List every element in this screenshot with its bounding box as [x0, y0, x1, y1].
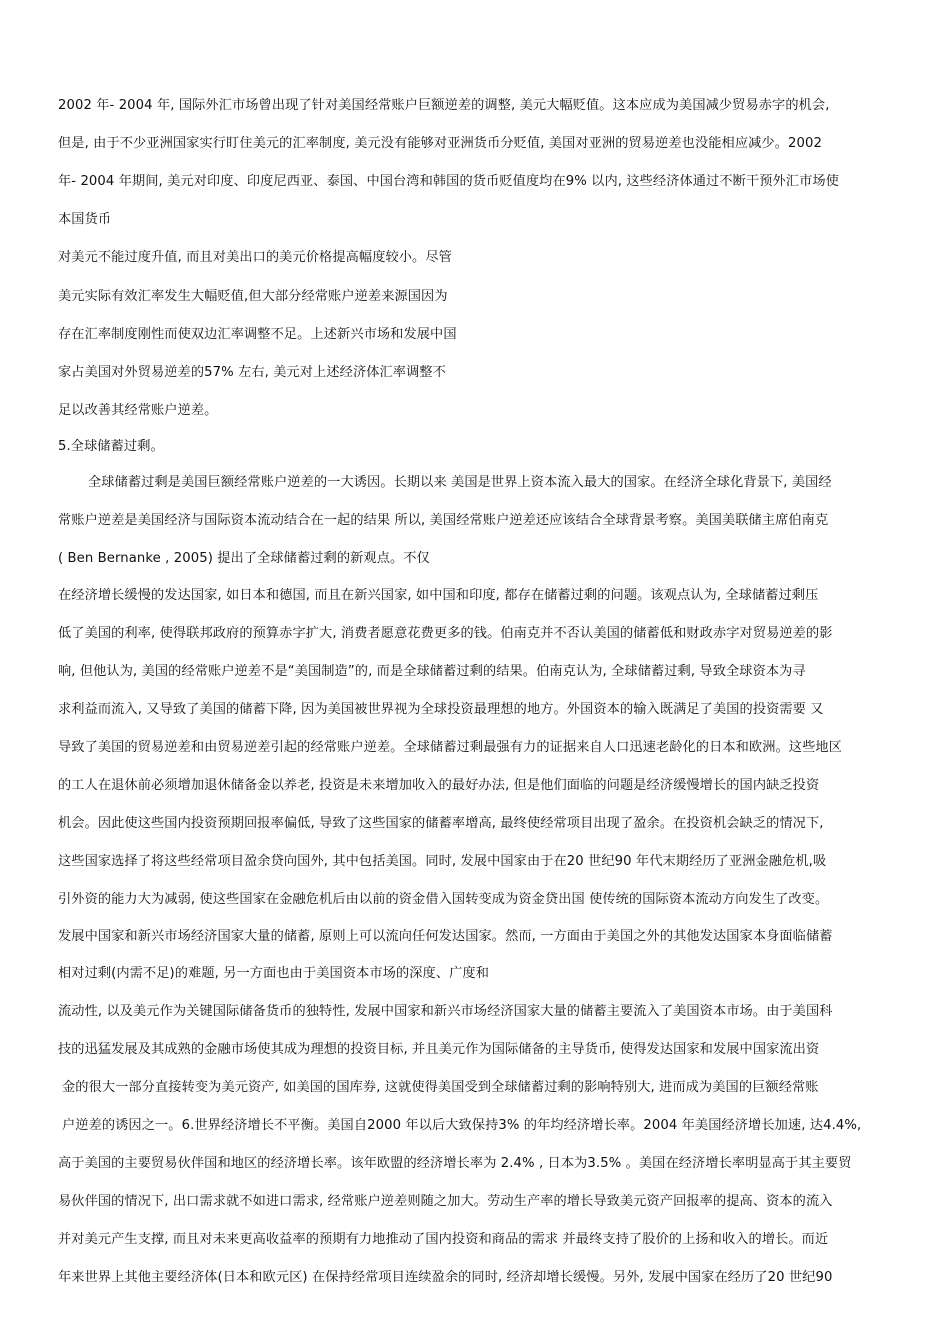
text-line: 的工人在退休前必须增加退休储备金以养老, 投资是未来增加收入的最好办法, 但是他们面临的问题是经济缓慢增长的国内缺乏投资 [58, 778, 820, 793]
text-line: ( Ben Bernanke , 2005) 提出了全球储蓄过剩的新观点。不仅 [58, 551, 430, 566]
text-line: 易伙伴国的情况下, 出口需求就不如进口需求, 经常账户逆差则随之加大。劳动生产率的增长导致美元资产回报率的提高、资本的流入 [58, 1194, 833, 1209]
text-line: 技的迅猛发展及其成熟的金融市场使其成为理想的投资目标, 并且美元作为国际储备的主导货币, 使得发达国家和发展中国家流出资 [58, 1042, 820, 1057]
text-line: 存在汇率制度刚性而使双边汇率调整不足。上述新兴市场和发展中国 [58, 327, 457, 342]
text-line: 金的很大一部分直接转变为美元资产, 如美国的国库券, 这就使得美国受到全球储蓄过剩的影响特别大, 进而成为美国的巨额经常账 [62, 1080, 819, 1095]
text-line: 导致了美国的贸易逆差和由贸易逆差引起的经常账户逆差。全球储蓄过剩最强有力的证据来自人口迅速老龄化的日本和欧洲。这些地区 [58, 740, 842, 755]
text-line: 引外资的能力大为减弱, 使这些国家在金融危机后由以前的资金借入国转变成为资金贷出国 使传统的国际资本流动方向发生了改变。 [58, 892, 829, 907]
text-line: 响, 但他认为, 美国的经常账户逆差不是“美国制造”的, 而是全球储蓄过剩的结果。伯南克认为, 全球储蓄过剩, 导致全球资本为寻 [58, 664, 806, 679]
text-line: 年来世界上其他主要经济体(日本和欧元区) 在保持经常项目连续盈余的同时, 经济却增长缓慢。另外, 发展中国家在经历了20 世纪90 [58, 1270, 833, 1285]
text-line: 低了美国的利率, 使得联邦政府的预算赤字扩大, 消费者愿意花费更多的钱。伯南克并不否认美国的储蓄低和财政赤字对贸易逆差的影 [58, 626, 833, 641]
text-line: 并对美元产生支撑, 而且对未来更高收益率的预期有力地推动了国内投资和商品的需求 并最终支持了股价的上扬和收入的增长。而近 [58, 1232, 829, 1247]
text-line: 户逆差的诱因之一。6.世界经济增长不平衡。美国自2000 年以后大致保持3% 的年均经济增长率。2004 年美国经济增长加速, 达4.4%, [62, 1118, 862, 1133]
text-line: 2002 年- 2004 年, 国际外汇市场曾出现了针对美国经常账户巨额逆差的调整, 美元大幅贬值。这本应成为美国减少贸易赤字的机会, [58, 98, 830, 113]
text-line: 这些国家选择了将这些经常项目盈余贷向国外, 其中包括美国。同时, 发展中国家由于在20 世纪90 年代末期经历了亚洲金融危机,吸 [58, 854, 827, 869]
text-line: 流动性, 以及美元作为关键国际储备货币的独特性, 发展中国家和新兴市场经济国家大量的储蓄主要流入了美国资本市场。由于美国科 [58, 1004, 833, 1019]
text-line: 美元实际有效汇率发生大幅贬值,但大部分经常账户逆差来源国因为 [58, 289, 448, 304]
text-line: 求利益而流入, 又导致了美国的储蓄下降, 因为美国被世界视为全球投资最理想的地方。外国资本的输入既满足了美国的投资需要 又 [58, 702, 824, 717]
text-line: 高于美国的主要贸易伙伴国和地区的经济增长率。该年欧盟的经济增长率为 2.4% , 日本为3.5% 。美国在经济增长率明显高于其主要贸 [58, 1156, 852, 1171]
text-line: 发展中国家和新兴市场经济国家大量的储蓄, 原则上可以流向任何发达国家。然而, 一方面由于美国之外的其他发达国家本身面临储蓄 [58, 929, 833, 944]
text-line: 常账户逆差是美国经济与国际资本流动结合在一起的结果 所以, 美国经常账户逆差还应该结合全球背景考察。美国美联储主席伯南克 [58, 513, 829, 528]
text-line: 全球储蓄过剩是美国巨额经常账户逆差的一大诱因。长期以来 美国是世界上资本流入最大的国家。在经济全球化背景下, 美国经 [88, 475, 832, 490]
text-line: 年- 2004 年期间, 美元对印度、印度尼西亚、泰国、中国台湾和韩国的货币贬值度均在9% 以内, 这些经济体通过不断干预外汇市场使 [58, 174, 839, 189]
section-heading: 5.全球储蓄过剩。 [58, 439, 164, 454]
text-line: 足以改善其经常账户逆差。 [58, 403, 218, 418]
text-line: 相对过剩(内需不足)的难题, 另一方面也由于美国资本市场的深度、广度和 [58, 966, 489, 981]
text-line: 本国货币 [58, 212, 112, 227]
text-line: 对美元不能过度升值, 而且对美出口的美元价格提高幅度较小。尽管 [58, 250, 452, 265]
text-line: 机会。因此使这些国内投资预期回报率偏低, 导致了这些国家的储蓄率增高, 最终使经常项目出现了盈余。在投资机会缺乏的情况下, [58, 816, 824, 831]
text-line: 但是, 由于不少亚洲国家实行盯住美元的汇率制度, 美元没有能够对亚洲货币分贬值, 美国对亚洲的贸易逆差也没能相应减少。2002 [58, 136, 822, 151]
text-line: 家占美国对外贸易逆差的57% 左右, 美元对上述经济体汇率调整不 [58, 365, 446, 380]
text-line: 在经济增长缓慢的发达国家, 如日本和德国, 而且在新兴国家, 如中国和印度, 都存在储蓄过剩的问题。该观点认为, 全球储蓄过剩压 [58, 588, 819, 603]
